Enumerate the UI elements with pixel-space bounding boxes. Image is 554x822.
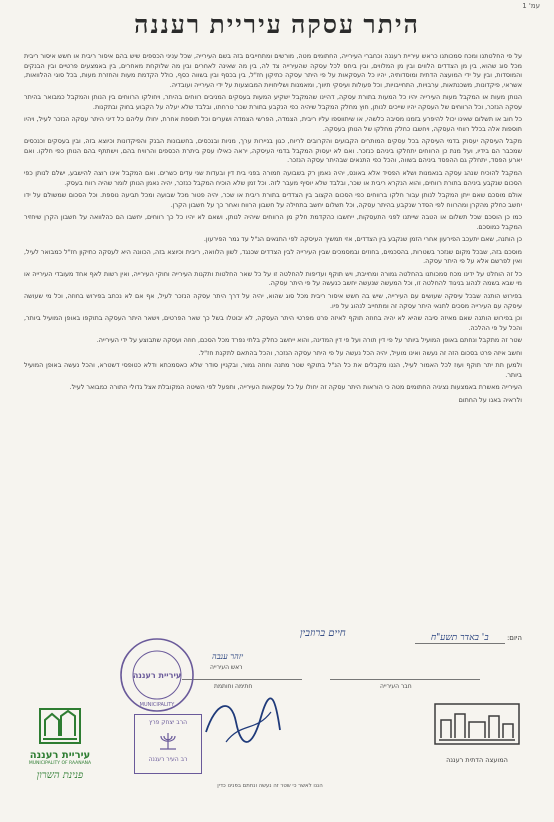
signature-line-right — [330, 679, 480, 680]
date-line — [415, 632, 522, 644]
raanana-logo — [20, 706, 100, 781]
round-stamp — [118, 636, 196, 714]
logo-left-slogan: פנינת השרון — [36, 770, 84, 781]
paragraph: ולמען תת יתר תוקף ועוז לכל האמור לעיל, הננו מקבלים את כל הנ"ל בתוקף שטר מתנה וחוזה גמור, ובקניין סודר שלא כאסמכתא ודלא כטופסי דשטרא, והכל נעשה באופן המועיל ביותר. — [24, 361, 522, 379]
religious-council-emblem-icon — [433, 702, 521, 746]
raanana-emblem-icon — [37, 706, 83, 746]
religious-council-logo — [422, 702, 532, 764]
menorah-icon — [156, 729, 180, 753]
signer2-handwriting: חיים ברוזבין — [300, 628, 346, 639]
logo-left-name: עיריית רעננה — [29, 750, 91, 761]
paragraph: בפירוש הותנה שבכל עיסקה שעושים עם העירייה, שיש בה חשש איסור ריבית מכל סוג שהוא, יהיה על דרך היתר עסקה הנזכר לעיל, אף אם לא נכתב בפירוש בחוזה, וכל מי שעושה עיסקה עם העירייה מסכים לתנאי היתר עסקה זה ומתחייב לנהוג על פיו. — [24, 292, 522, 310]
mayor-title: ראש העירייה — [210, 664, 243, 671]
rect-stamp — [134, 714, 202, 774]
paragraph: על פי החלטתנו ומכח סמכותנו כראש עיריית רעננה וכחברי העירייה, החתומים מטה, מורשים ומתחייבים בזה בשם העירייה, שכל עניני הכספים שיש בהם איסור ריבית או חשש איסור ריבית מכל סוג שהוא, בין מן הצדדים הלווים ובין מן המלווים, ובין ביחס לכל עסקה שהעירייה צד לה, בין מה שאינה לאחרים ובין מה שלוקחת מאחרים, בין באמצעים פרטיים ובין הבנקים והמוסדות, ובין על ידי המועצה הדתית ומוסדותיה, יהיו כל העסקאות על פי היתר עסקה כתיקון חז"ל, בין בכסף ובין בשווה כסף, כולל הקדמת מעות והחזרת מעות, בכל סוגי ההלוואות, אשראי, פיקדונות, משכנתאות, ערבויות, התחייבויות, וכל פעולות ועיסקי תיווך, ומאמנות ושליחויות המבוצעות על ידי העירייה ועובדיה. — [24, 52, 522, 89]
paragraph: כן הותנה, שאם יתעכב הפירעון אחרי הזמן שנקבע בין הצדדים, אזי תמשיך העיסקה לפי התנאים הנ"ל עד גמר הפירעון. — [203, 235, 522, 244]
page-number: עמ' 1 — [522, 2, 540, 10]
rect-stamp-line1: הרב יצחק פרץ — [148, 719, 188, 726]
sign-label: חתימה וחותמת — [214, 683, 253, 690]
signature-line — [182, 679, 302, 680]
paragraph: הנותן מעות או המקבל מעות העירייה יהיו כל המעות בתורת עסקה, דהיינו שהמקבל ישקיע המעות בעסקים המניבים רווחים בהיתר, ויחולקו הרווחים בין הנותן והמקבל כמבואר בהיתר עסקה הנזכר, וכל הרווחים של העסקה יהיו שייכים לנותן, חוץ מחלק המקבל שיהיה כפי הנקבע בתורת שכר טרחתו, ובלבד שלא יעלה על הקבוע בחוק ובתקנות. — [24, 93, 522, 111]
paragraph: אולם מוסכם שאם ייתן המקבל לנותן עבור חלקו ברווחים כפי הסכום הקצוב בין הצדדים בתורת ריבית או שכר, יהיה פטור מכל שבועה ומכל תביעה נוספת. וכל הסכום שמשולם על ידו יחשב כחלק מהקרן ומהרווח לפי הסדר שנקבע בהיתר עסקה, וכל תשלום יחשב בתחילה על חשבון הרווח ואחר כך על חשבון הקרן. — [24, 191, 522, 209]
mayor-name-handwriting: יזהר ענבה — [212, 652, 244, 661]
closing-line: ולראיה באנו על החתום — [458, 395, 522, 404]
paragraph: וחשב איזה פרט בסכום הזה זה נעשה ואינו מועיל, יהיה הכל נעשה על פי היתר עסקה הנזכר, והכל בהתאם לתקנת חז"ל. — [198, 348, 522, 357]
round-stamp-subtext: MUNICIPALITY — [139, 702, 175, 708]
rect-stamp-line2: רב העיר רעננה — [148, 756, 188, 763]
logo-right-name: המועצה הדתית רעננה — [446, 756, 508, 764]
handwritten-signature — [196, 692, 286, 762]
bottom-note: הננו לאשר כי שטר זה נעשה ונחתם בפנינו כדין — [217, 783, 323, 789]
logo-left-sub: MUNICIPALITY OF RAANANA — [28, 761, 92, 766]
paragraph: מוסכם בזה, שבכל מקום שנזכר בשטרות, בהסכמים, בחוזים ובמסמכים שבין העירייה לבין הצדדים שכנגד, לשון הלוואה, ריבית וכיוצא בזה, הכוונה היא לעסקה כתיקון חז"ל כמבואר לעיל, ואין לפרשם אלא על פי היתר עסקה. — [24, 247, 522, 266]
round-stamp-text: עיריית רעננה — [132, 671, 182, 680]
council-label: חבר העירייה — [380, 683, 412, 690]
date-value: ב' באדר תשע"ח — [415, 632, 505, 644]
paragraph: העירייה מאשרת באמצעות נציגיה החתומים מטה כי הוראות היתר עסקה זה יחולו על כל עסקאות העירייה, ותפעל לפי השיטה המקובלת אצל גדולי התורה כמבואר לעיל. — [69, 383, 522, 392]
paragraph: כל זה הוחלט על ידינו מכח סמכותנו בהחלטה גמורה ומחייבת, ויש תוקף ועדיפות להחלטה זו על כל שאר החלטות ותקנות העירייה וחוקי העירייה, ואין רשות לאף אחד מעובדי העירייה או מי שבא בשמה לנהוג בניגוד להחלטה זו, וכל המעשה שנעשה יחשב כנעשה על פי היתר עסקה. — [24, 269, 522, 288]
document-title: היתר עסקה עיריית רעננה — [134, 12, 420, 39]
document-body — [24, 52, 522, 409]
date-label: היום: — [506, 634, 522, 642]
paragraph: כל חוב או תשלום שאינו יכול להיפרע בזמנו מסיבה כלשהי, או שיתווספו עליו ריבית, הצמדה, הפרשי הצמדה ושערים וכל תוספת אחרת, יחולו עליהם כל דיני היתר עסקה הנזכר לעיל, ויהיו תוספות אלה בכלל רווחי העסקה, ויחשבו כחלק מחלקו של הנותן בעסקה. — [24, 115, 522, 133]
paragraph: מקבל העיסקה יעסוק בדמי העיסקה בכל עסקים המותרים הקבועים והקרובים לריוח, כגון בניירות ערך, מניות ובנכסים, בחשבונות הבנק והפיקדונות וכיוצא בזה, ובין בעסקים וכנכסים שמכבר הם בידיו, ועל מנת כן הרווחים יתחלקו ביניהם כנזכר. ואם לא יעסוק המקבל בדמי העיסקה, יראה כאילו עסק ביתרת הכספים והרוויח בהם, וישתתף בהם הנותן כפי חלקו. ואם יארע הפסד, יתחלק גם ההפסד ביניהם בשווה, והכל כפי התנאים שבהיתר עסקה הנזכר. — [24, 137, 522, 165]
paragraph: כמו כן הוסכם שכל תשלום או הטבה שייתנו לפני התעסקות, ייחשבו כהקדמת חלק מן הרווחים שיהיה לנותן, ושאם לא יהיו כל כך רווחים, יחשבו הם כהלוואה על חשבון הקרן שיחזיר המקבל כמוסכם. — [24, 213, 522, 231]
paragraph: המקבל להוכיח שנהג עסקה בנאמנות ושלא הפסיד אלא באונס, יהיה נאמן רק בשבועה חמורה בפני בית דין ובעדות שני עדים כשרים. ואם המקבל אינו רוצה להישבע, ישלם לנותן כפי הסכום שנקבע ביניהם בתורת רווחים, והוא הנקרא ריבית או שכר, ובלבד שלא יוסיף מעבר לזה. וכל זמן שלא הוכיח המקבל כנזכר, יהיה נאמן הנותן לומר שהיה רווח בעסק. — [24, 169, 522, 187]
paragraph: שטר זה מתקבל ונחתם באופן המועיל ביותר על פי דין תורה ועל פי דין המדינה, והוא ייחשב כחלק בלתי נפרד מכל הסכם, חוזה ועסקה שתבוצע על ידי העירייה. — [96, 336, 522, 345]
paragraph: וכן בפירוש הותנה שאם מאיזה סיבה שהיא לא יהיה בחוזה תוקף לאיזה פרט מפרטי היתר העסקה, לא יבוטלו בשל כך שאר הפרטים, וישאר היתר העסקה בתוקפו באופן המועיל ביותר, והכל על פי ההלכה. — [24, 314, 522, 332]
